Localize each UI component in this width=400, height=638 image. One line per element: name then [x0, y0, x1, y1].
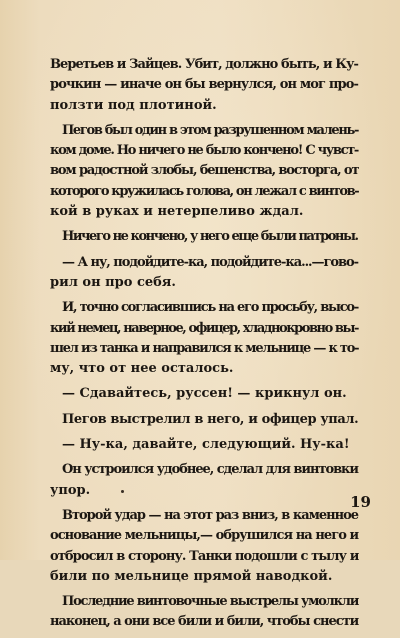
ink-speck: [121, 490, 124, 493]
text-line: — Ну-ка, давайте, следующий. Ну-ка!: [62, 437, 350, 453]
text-line: Веретьев и Зайцев. Убит, должно быть, и Ку-: [50, 57, 358, 72]
text-line: — А ну, подойдите-ка, подойдите-ка...—гово-: [62, 254, 358, 270]
paragraph: [50, 227, 358, 247]
paragraph: [50, 435, 358, 455]
page-body-text: [50, 55, 358, 638]
text-line: вом радостной злобы, бешенства, восторга, от: [50, 163, 359, 179]
text-line: — Сдавайтесь, руссен! — крикнул он.: [62, 386, 347, 402]
text-line: ползти под плотиной.: [50, 97, 217, 113]
text-line: И, точно согласившись на его просьбу, высо-: [62, 300, 358, 316]
text-line: которого кружилась голова, он лежал с винтов-: [50, 183, 359, 199]
text-line: рил он про себя.: [50, 274, 176, 290]
text-line: упор.: [50, 482, 91, 498]
text-line: Ничего не кончено, у него еще были патроны.: [62, 229, 358, 245]
text-line: му, что от нее осталось.: [50, 361, 234, 377]
paragraph: [50, 253, 358, 294]
text-line: Пегов был один в этом разрушенном малень-: [62, 122, 359, 138]
text-line: шел из танка и направился к мельнице — к то-: [50, 340, 359, 356]
text-line: рочкин — иначе он бы вернулся, он мог про-: [50, 77, 358, 93]
paragraph: [50, 55, 358, 116]
text-line: основание мельницы,— обрушился на него и: [50, 528, 359, 544]
text-line: Он устроился удобнее, сделал для винтовки: [62, 462, 358, 478]
paragraph: [50, 121, 358, 222]
text-line: Последние винтовочные выстрелы умолкли: [62, 594, 359, 610]
paragraph: [50, 298, 358, 379]
paragraph: [50, 410, 358, 430]
page-number: 19: [350, 493, 371, 511]
text-line: отбросил в сторону. Танки подошли с тылу и: [50, 548, 359, 564]
text-line: Второй удар — на этот раз вниз, в каменное: [62, 507, 358, 523]
text-line: наконец, а они все били и били, чтобы снести: [50, 614, 359, 630]
text-line: кой в руках и нетерпеливо ждал.: [50, 204, 304, 220]
text-line: ком доме. Но ничего не было кончено! С чувст-: [50, 143, 358, 159]
text-line: Пегов выстрелил в него, и офицер упал.: [62, 411, 359, 427]
paragraph: [50, 592, 358, 633]
text-line: кий немец, наверное, офицер, хладнокровно вы-: [50, 320, 358, 336]
paragraph: [50, 460, 358, 501]
paragraph: [50, 506, 358, 587]
paragraph: [50, 384, 358, 404]
text-line: били по мельнице прямой наводкой.: [50, 568, 333, 584]
